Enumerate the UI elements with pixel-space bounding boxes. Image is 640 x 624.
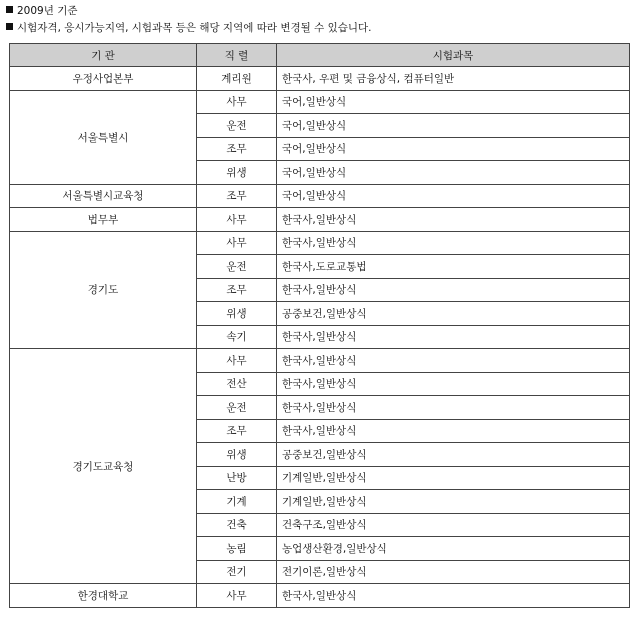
- table-row: [10, 231, 630, 255]
- position-cell: 속기: [197, 325, 277, 349]
- subjects-cell: 한국사,일반상식: [277, 325, 630, 349]
- position-cell: 조무: [197, 278, 277, 302]
- position-cell: 조무: [197, 137, 277, 161]
- table-row: [10, 184, 630, 208]
- position-cell: 사무: [197, 349, 277, 373]
- subjects-cell: 한국사,일반상식: [277, 278, 630, 302]
- note-line: [6, 3, 371, 20]
- square-bullet-icon: [6, 23, 13, 30]
- table-row: [10, 208, 630, 232]
- table-body: [10, 67, 630, 608]
- org-cell: 법무부: [10, 208, 197, 232]
- exam-subjects-table: [9, 43, 630, 608]
- position-cell: 위생: [197, 161, 277, 185]
- subjects-cell: 한국사,도로교통법: [277, 255, 630, 279]
- org-cell: 경기도: [10, 231, 197, 349]
- subjects-cell: 국어,일반상식: [277, 90, 630, 114]
- subjects-cell: 한국사,일반상식: [277, 372, 630, 396]
- org-cell: 한경대학교: [10, 584, 197, 608]
- subjects-cell: 국어,일반상식: [277, 114, 630, 138]
- position-cell: 난방: [197, 466, 277, 490]
- subjects-cell: 국어,일반상식: [277, 161, 630, 185]
- subjects-cell: 농업생산환경,일반상식: [277, 537, 630, 561]
- position-cell: 운전: [197, 396, 277, 420]
- position-cell: 운전: [197, 255, 277, 279]
- subjects-cell: 한국사,일반상식: [277, 231, 630, 255]
- position-cell: 사무: [197, 90, 277, 114]
- position-cell: 전산: [197, 372, 277, 396]
- subjects-cell: 한국사,일반상식: [277, 419, 630, 443]
- subjects-cell: 한국사,일반상식: [277, 396, 630, 420]
- subjects-cell: 한국사,일반상식: [277, 584, 630, 608]
- position-cell: 기계: [197, 490, 277, 514]
- position-cell: 농림: [197, 537, 277, 561]
- subjects-cell: 공중보건,일반상식: [277, 443, 630, 467]
- position-cell: 위생: [197, 302, 277, 326]
- org-cell: 서울특별시교육청: [10, 184, 197, 208]
- note-text: 2009년 기준: [17, 5, 78, 17]
- position-cell: 전기: [197, 560, 277, 584]
- subjects-cell: 건축구조,일반상식: [277, 513, 630, 537]
- square-bullet-icon: [6, 6, 13, 13]
- position-cell: 계리원: [197, 67, 277, 91]
- table-row: [10, 90, 630, 114]
- note-text: 시험자격, 응시가능지역, 시험과목 등은 해당 지역에 따라 변경될 수 있습니다.: [17, 22, 372, 34]
- subjects-cell: 공중보건,일반상식: [277, 302, 630, 326]
- subjects-cell: 한국사,일반상식: [277, 349, 630, 373]
- subjects-cell: 국어,일반상식: [277, 184, 630, 208]
- position-cell: 조무: [197, 184, 277, 208]
- position-cell: 사무: [197, 584, 277, 608]
- header-row: [10, 44, 630, 67]
- subjects-cell: 전기이론,일반상식: [277, 560, 630, 584]
- table-row: [10, 349, 630, 373]
- position-cell: 건축: [197, 513, 277, 537]
- position-cell: 사무: [197, 231, 277, 255]
- subjects-cell: 한국사,일반상식: [277, 208, 630, 232]
- org-cell: 경기도교육청: [10, 349, 197, 584]
- org-cell: 서울특별시: [10, 90, 197, 184]
- position-cell: 사무: [197, 208, 277, 232]
- note-line: [6, 20, 371, 37]
- subjects-cell: 국어,일반상식: [277, 137, 630, 161]
- org-cell: 우정사업본부: [10, 67, 197, 91]
- header-position: 직 렬: [197, 44, 277, 67]
- notes: [6, 3, 371, 37]
- subjects-cell: 기계일반,일반상식: [277, 466, 630, 490]
- position-cell: 위생: [197, 443, 277, 467]
- position-cell: 운전: [197, 114, 277, 138]
- table-row: [10, 584, 630, 608]
- header-org: 기 관: [10, 44, 197, 67]
- position-cell: 조무: [197, 419, 277, 443]
- table-row: [10, 67, 630, 91]
- subjects-cell: 기계일반,일반상식: [277, 490, 630, 514]
- header-subjects: 시험과목: [277, 44, 630, 67]
- subjects-cell: 한국사, 우편 및 금융상식, 컴퓨터일반: [277, 67, 630, 91]
